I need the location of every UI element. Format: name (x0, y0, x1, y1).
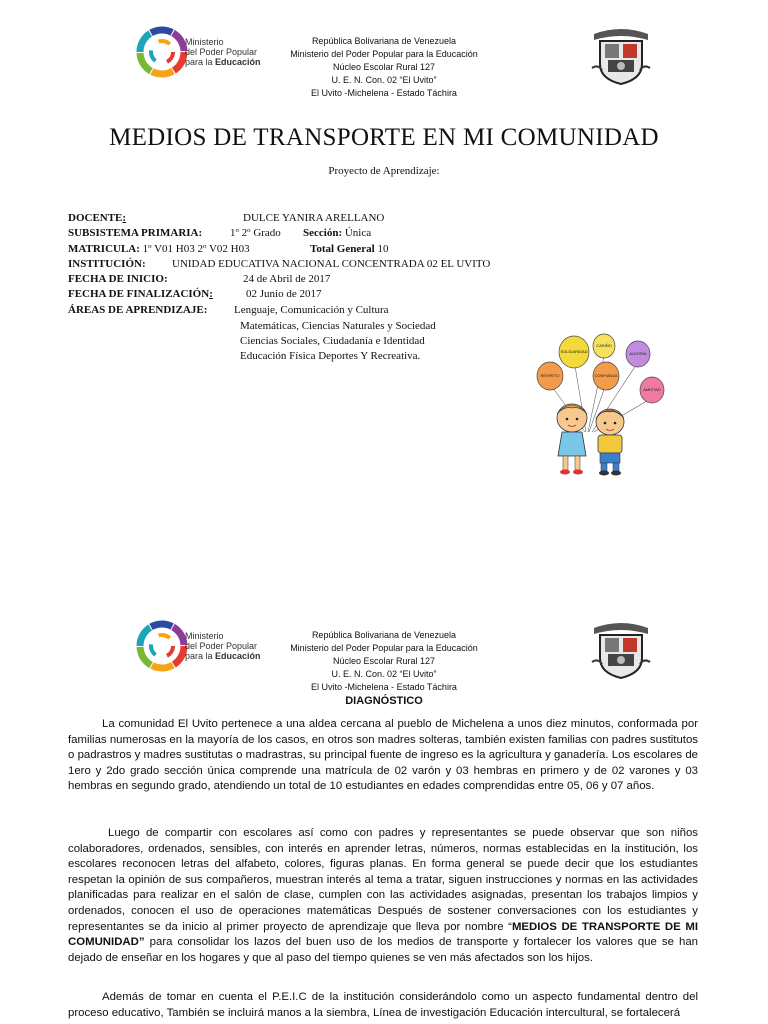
logo-text-line: Ministerio (185, 631, 224, 641)
kids-balloons-illustration (528, 332, 668, 487)
fin-label-text: FECHA DE FINALIZACIÓN (68, 288, 210, 300)
subsistema-label (68, 226, 202, 241)
subsistema-value: 1º 2º Grado (230, 227, 281, 239)
docente-value: DULCE YANIRA ARELLANO (243, 212, 385, 224)
total-label: Total General (310, 243, 375, 255)
balloon-word: AMISTAD (643, 387, 661, 392)
area-item: Lenguaje, Comunicación y Cultura (234, 304, 389, 316)
area-item: Educación Física Deportes Y Recreativa. (240, 350, 421, 362)
balloon-word: CONFIANZA (594, 373, 618, 378)
areas-label-text: ÁREAS DE APRENDIZAJE: (68, 304, 208, 316)
header-line: República Bolivariana de Venezuela (311, 630, 457, 640)
school-crest (590, 24, 652, 91)
diagnostico-paragraph-1: La comunidad El Uvito pertenece a una aldea cercana al pueblo de Michelena a unos diez minutos, conformada por familias numerosas en la mayoría de los casos, en otros son madres solteras, también existen familias con padres sustitutos o padrastros y madres sustitutas o madrastras, su principal fuente de ingreso es la agricultura y ganadería. Los escolares de 1ero y 2do grado sección única comprende una matrícula de 02 varón y 03 hembras en primero y de 02 varones y 03 hembras en segundo grado, atendiendo un total de 10 estudiantes en edades comprendidas entre 05, 06 y 07 años. (68, 718, 698, 793)
school-crest-icon (590, 24, 652, 86)
subsistema-label-text: SUBSISTEMA PRIMARIA: (68, 227, 203, 239)
paragraph-2-text-end: para consolidar los lazos del buen uso de los medios de transporte y fortalecer los valores que se han dejado de enseñar en los hogares y que al paso del tiempo quienes se ven más afectados son los hijos. (68, 936, 698, 964)
logo-text-line: del Poder Popular (185, 641, 258, 651)
header-line: El Uvito -Michelena - Estado Táchira (311, 88, 457, 98)
area-item: Matemáticas, Ciencias Naturales y Sociedad (240, 320, 436, 332)
inicio-label-text: FECHA DE INICIO: (68, 273, 168, 285)
girl-figure (557, 404, 587, 475)
logo-text-line: del Poder Popular (185, 47, 258, 57)
total-general (310, 242, 388, 257)
project-name-bold: MEDIOS DE TRANSPORTE DE MI COMUNIDAD” (68, 920, 698, 949)
balloons-kids-icon (528, 332, 668, 482)
institucion-value: UNIDAD EDUCATIVA NACIONAL CONCENTRADA 02 EL UVITO (172, 258, 491, 270)
info-docente (68, 211, 126, 226)
institucion-label (68, 257, 146, 272)
balloon-word: ALEGRÍA (629, 351, 647, 356)
logo-text-part: para la (185, 651, 216, 661)
header-line: Ministerio del Poder Popular para la Educación (290, 49, 478, 59)
institucion-label-text: INSTITUCIÓN: (68, 258, 146, 270)
docente-colon: : (122, 212, 127, 224)
fin-colon: : (209, 288, 213, 300)
institution-header-2 (234, 629, 534, 694)
seccion-label: Sección: (303, 227, 343, 239)
institution-header (234, 35, 534, 100)
boy-figure (596, 409, 624, 476)
matricula-value: 1º V01 H03 2º V02 H03 (142, 243, 250, 255)
logo-text-line: Ministerio (185, 37, 224, 47)
logo-text-part: para la (185, 57, 216, 67)
matricula (68, 242, 250, 257)
school-crest-icon (590, 618, 652, 680)
docente-label: DOCENTE (68, 212, 123, 224)
header-line: Núcleo Escolar Rural 127 (332, 62, 436, 72)
area-item: Ciencias Sociales, Ciudadanía e Identidad (240, 335, 425, 347)
inicio-value: 24 de Abril de 2017 (243, 273, 331, 285)
total-value: 10 (377, 243, 389, 255)
header-line: U. E. N. Con. 02 “El Uvito” (331, 669, 437, 679)
balloon-word: CARIÑO (596, 343, 612, 348)
header-line: El Uvito -Michelena - Estado Táchira (311, 682, 457, 692)
seccion (303, 226, 371, 241)
diagnostico-paragraph-3: Además de tomar en cuenta el P.E.I.C de la institución considerándolo como un aspecto fundamental dentro del proceso educativo, También se incluirá manos a la siembra, Línea de investigación Educación intercultural, se fortalecerá (68, 991, 698, 1019)
areas-label (68, 303, 207, 318)
page-subtitle: Proyecto de Aprendizaje: (328, 165, 440, 177)
balloon-word: RESPETO (540, 373, 560, 378)
finalizacion-value: 02 Junio de 2017 (246, 288, 322, 300)
header-line: U. E. N. Con. 02 “El Uvito” (331, 75, 437, 85)
finalizacion-label (68, 287, 213, 302)
header-line: República Bolivariana de Venezuela (311, 36, 457, 46)
paragraph-2-text: Luego de compartir con escolares así como con padres y representantes se puede observar que son niños colaboradores, ordenados, sensibles, con interés en aprender letras, números, normas establecidas en la institución, los escolares reconocen letras del alfabeto, colores, figuras planas. En forma general se puede decir que los estudiantes respetan la opinión de sus compañeros, muestran interés al tema a tratar, siguen instrucciones y normas en las actividades planificadas para realizar en el salón de clase, cumplen con las actividades asignadas, presentan los trabajos limpios y ordenados, conocen el uso de operaciones matemáticas Después de sostener conversaciones con los estudiantes y representantes se da inicio al primer proyecto de aprendizaje que lleva por nombre “ (68, 827, 698, 933)
header-line: Núcleo Escolar Rural 127 (332, 656, 436, 666)
balloon-word: SOLIDARIDAD (560, 349, 588, 354)
inicio-label (68, 272, 168, 287)
matricula-label: MATRICULA: (68, 243, 140, 255)
seccion-value: Única (344, 227, 372, 239)
header-line: Ministerio del Poder Popular para la Educación (290, 643, 478, 653)
diagnostico-paragraph-2 (68, 826, 698, 966)
page-title: MEDIOS DE TRANSPORTE EN MI COMUNIDAD (109, 124, 659, 151)
diagnostico-heading: DIAGNÓSTICO (345, 695, 423, 707)
logo-text-bold: Educación (215, 57, 261, 67)
logo-text-bold: Educación (215, 651, 261, 661)
school-crest-2 (590, 618, 652, 685)
